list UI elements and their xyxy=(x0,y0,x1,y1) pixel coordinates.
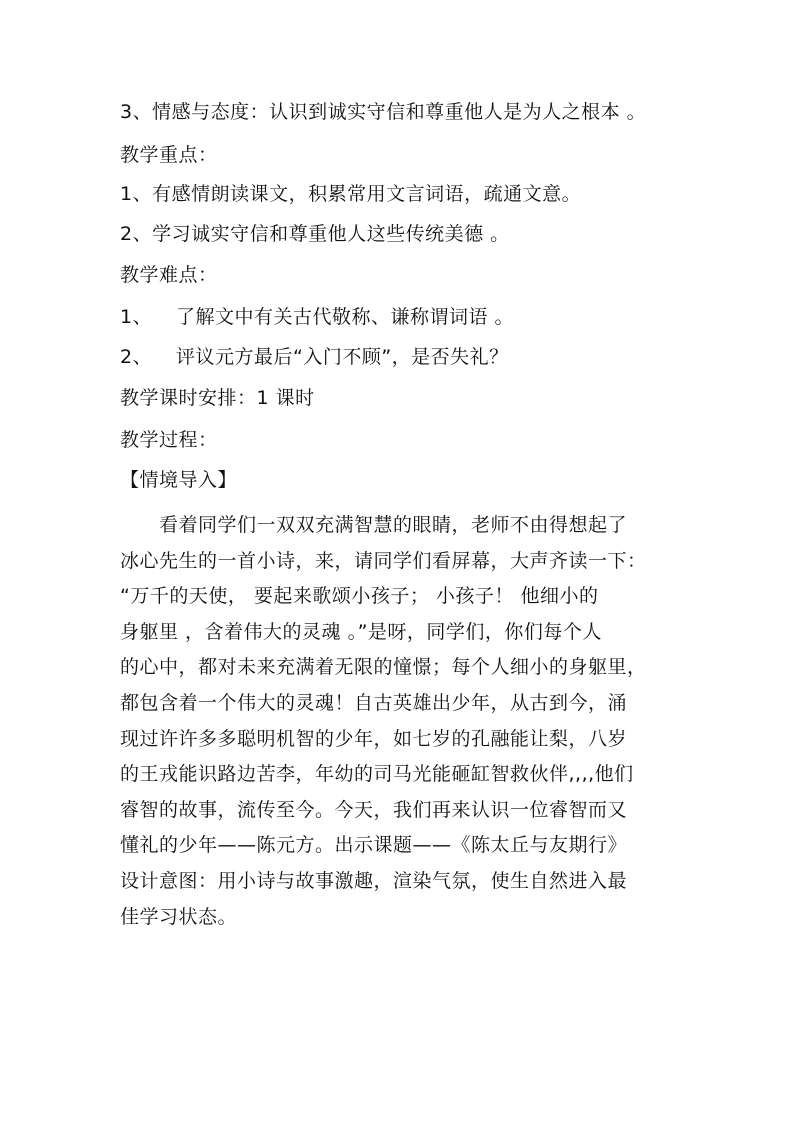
difficulty-text: 评议元方最后“入门不顾”，是否失礼？ xyxy=(176,346,509,368)
difficulty-text: 了解文中有关古代敬称、谦称谓词语 。 xyxy=(176,306,515,328)
process-heading: 教学过程： xyxy=(120,429,218,451)
key-points-heading: 教学重点： xyxy=(120,144,218,166)
schedule-text: 教学课时安排：1 课时 xyxy=(120,387,315,409)
paragraph-line: 的王戎能识路边苦李，年幼的司马光能砸缸智救伙伴,,,,他们 xyxy=(120,763,634,786)
paragraph-line: “万千的天使， 要起来歌颂小孩子； 小孩子！ 他细小的 xyxy=(120,585,599,608)
paragraph-line: 现过许许多多聪明机智的少年，如七岁的孔融能让梨，八岁 xyxy=(120,727,628,750)
paragraph-line: 佳学习状态。 xyxy=(120,905,238,928)
paragraph-line: 睿智的故事，流传至今。今天，我们再来认识一位睿智而又 xyxy=(120,798,628,821)
key-point-2: 2、学习诚实守信和尊重他人这些传统美德 。 xyxy=(120,223,510,245)
difficulty-item-1 xyxy=(120,305,514,329)
difficulty-number: 2、 xyxy=(120,346,153,368)
intro-paragraph xyxy=(120,508,680,935)
difficulty-number: 1、 xyxy=(120,306,153,328)
intro-heading: 【情境导入】 xyxy=(120,469,238,491)
difficulty-item-2 xyxy=(120,345,509,369)
paragraph-line: 都包含着一个伟大的灵魂！自古英雄出少年，从古到今，涌 xyxy=(120,691,628,714)
paragraph-line: 冰心先生的一首小诗，来，请同学们看屏幕，大声齐读一下： xyxy=(120,549,647,572)
paragraph-line: 懂礼的少年——陈元方。出示课题——《陈太丘与友期行》 xyxy=(120,834,628,857)
difficulties-heading: 教学难点： xyxy=(120,264,218,286)
paragraph-line: 的心中，都对未来充满着无限的憧憬；每个人细小的身躯里， xyxy=(120,656,647,679)
key-point-1: 1、有感情朗读课文，积累常用文言词语，疏通文意。 xyxy=(120,183,582,205)
paragraph-line: 身躯里 ，含着伟大的灵魂 。”是呀，同学们，你们每个人 xyxy=(120,620,602,643)
paragraph-line: 看着同学们一双双充满智慧的眼睛，老师不由得想起了 xyxy=(120,514,628,536)
paragraph-line: 设计意图：用小诗与故事激趣，渲染气氛，使生自然进入最 xyxy=(120,869,628,892)
goal-3-text: 3、情感与态度：认识到诚实守信和尊重他人是为人之根本 。 xyxy=(120,101,647,123)
